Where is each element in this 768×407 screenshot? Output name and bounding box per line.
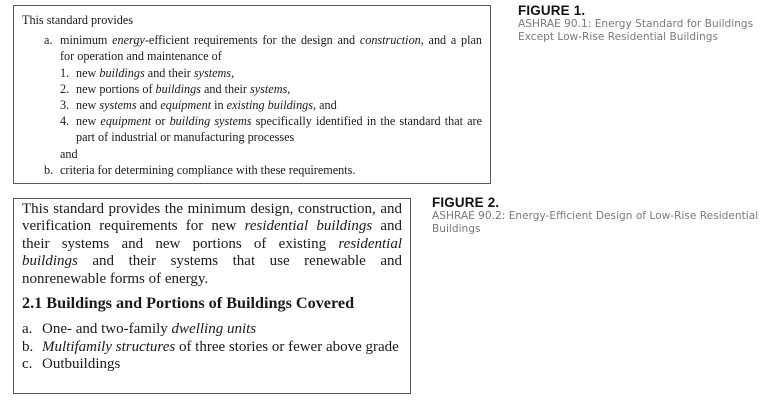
text: new bbox=[76, 65, 100, 80]
figure2-item-c bbox=[22, 356, 402, 373]
text: and their bbox=[144, 65, 194, 80]
text: and their systems that use renewable and nonrenewable forms of energy. bbox=[22, 253, 402, 287]
defined-term: residential buildings bbox=[244, 218, 373, 235]
list-label: b. bbox=[22, 338, 34, 355]
figure2-excerpt-box bbox=[13, 198, 411, 394]
figure1-caption bbox=[518, 4, 763, 45]
text: , and a plan for operation and maintenance of bbox=[60, 33, 482, 64]
figure2-item-a bbox=[22, 321, 402, 338]
text: This standard provides the minimum design, construction, and verification requirements for new bbox=[22, 201, 402, 235]
list-label: 1. bbox=[60, 65, 70, 80]
text: -efficient requirements for the design and bbox=[144, 33, 360, 48]
text: and their bbox=[200, 81, 250, 96]
list-label: c. bbox=[22, 356, 33, 373]
text: Outbuildings bbox=[42, 356, 121, 373]
text: or bbox=[151, 114, 170, 129]
text: , bbox=[231, 65, 235, 80]
text: , and bbox=[313, 98, 337, 113]
figure1-excerpt-box bbox=[13, 5, 491, 184]
text: and their systems and new portions of existing bbox=[22, 218, 402, 252]
figure1-subitem-1 bbox=[60, 65, 482, 81]
defined-term: Multifamily structures bbox=[42, 338, 176, 355]
defined-term: equipment bbox=[160, 98, 212, 113]
list-label: a. bbox=[22, 321, 33, 338]
defined-term: buildings bbox=[99, 65, 145, 80]
text: specifically identified in the standard that are part of industrial or manufacturing processes bbox=[76, 114, 483, 145]
figure1-caption-text: ASHRAE 90.1: Energy Standard for Buildings Except Low-Rise Residential Buildings bbox=[518, 18, 754, 44]
text: new bbox=[76, 114, 101, 129]
defined-term: equipment bbox=[100, 114, 152, 129]
defined-term: energy bbox=[112, 33, 145, 48]
defined-term: systems bbox=[193, 65, 232, 80]
figure1-subitem-2 bbox=[60, 81, 482, 97]
figure2-label: FIGURE 2. bbox=[432, 195, 500, 210]
figure2-caption-text: ASHRAE 90.2: Energy-Efficient Design of Low-Rise Residential Buildings bbox=[432, 210, 759, 236]
figure2-caption bbox=[432, 196, 762, 237]
defined-term: buildings bbox=[155, 81, 201, 96]
figure1-and: and bbox=[60, 146, 78, 161]
list-label: b. bbox=[44, 162, 54, 177]
figure1-intro: This standard provides bbox=[22, 13, 134, 27]
defined-term: systems bbox=[250, 81, 288, 96]
list-label: 3. bbox=[60, 98, 70, 113]
figure1-label: FIGURE 1. bbox=[518, 3, 586, 18]
text: criteria for determining compliance with these requirements. bbox=[60, 162, 356, 177]
figure2-item-b bbox=[22, 339, 402, 356]
text: of three stories or fewer above grade bbox=[175, 338, 399, 355]
text: , bbox=[287, 81, 291, 96]
defined-term: dwelling units bbox=[171, 321, 257, 338]
text: in bbox=[211, 98, 227, 113]
defined-term: residential buildings bbox=[22, 235, 402, 270]
defined-term: construction bbox=[359, 33, 421, 48]
figure1-item-a bbox=[44, 32, 482, 145]
figure1-subitem-4 bbox=[60, 113, 482, 145]
text: and bbox=[136, 98, 161, 113]
defined-term: systems bbox=[99, 98, 137, 113]
list-label: 4. bbox=[60, 114, 70, 129]
defined-term: building systems bbox=[169, 114, 252, 129]
figure2-paragraph bbox=[22, 201, 402, 288]
list-label: 2. bbox=[60, 81, 70, 96]
figure1-item-b bbox=[44, 162, 482, 178]
figure1-subitem-3 bbox=[60, 97, 482, 113]
text: new portions of bbox=[76, 81, 156, 96]
figure2-section-heading: 2.1 Buildings and Portions of Buildings Covered bbox=[22, 294, 355, 313]
text: new bbox=[76, 98, 100, 113]
defined-term: existing buildings bbox=[226, 98, 313, 113]
text: One- and two-family bbox=[42, 321, 172, 338]
list-label: a. bbox=[44, 33, 53, 48]
text: minimum bbox=[60, 33, 113, 48]
